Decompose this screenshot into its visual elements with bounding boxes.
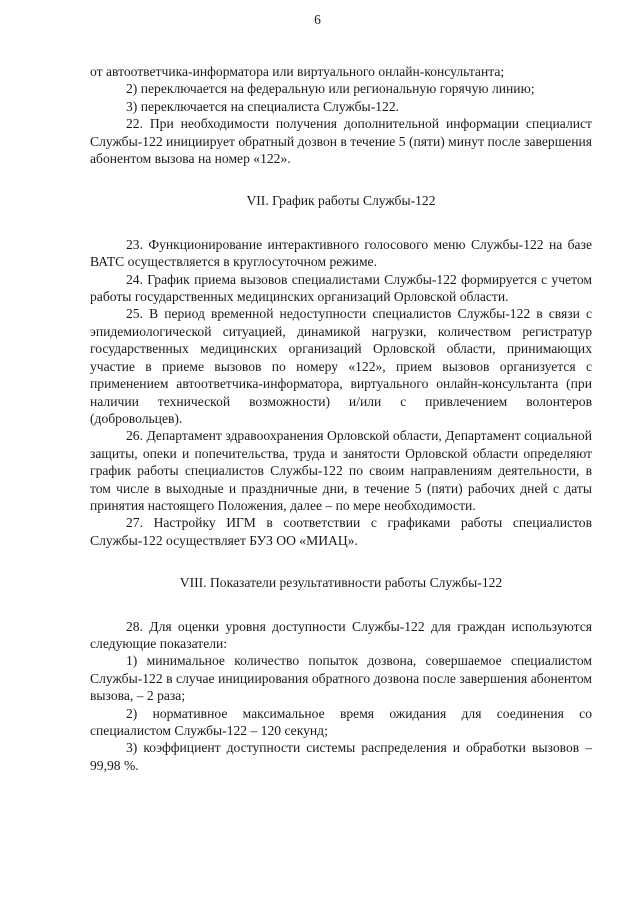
list-item-3: 3) переключается на специалиста Службы-122. (126, 98, 400, 114)
paragraph-22: 22. При необходимости получения дополнительной информации специалист Службы-122 инициирует обратный дозвон в течение 5 (пяти) минут после завершения абонентом вызова на номер «122». (90, 116, 592, 167)
paragraph-28: 28. Для оценки уровня доступности Службы-122 для граждан используются следующие показатели: (90, 618, 592, 651)
section-8-heading: VIII. Показатели результативности работы Службы-122 (179, 575, 503, 591)
indicator-item-3: 3) коэффициент доступности системы распределения и обработки вызовов – 99,98 %. (90, 740, 592, 773)
paragraph-26: 26. Департамент здравоохранения Орловской области, Департамент социальной защиты, опеки и попечительства, труда и занятости Орловской области определяют график работы специалистов Службы-122 по своим направлениям деятельности, в том числе в выходные и праздничные дни, в течение 5 (пяти) рабочих дней с даты принятия настоящего Положения, далее – по мере необходимости. (90, 428, 592, 513)
paragraph-24: 24. График приема вызовов специалистами Службы-122 формируется с учетом работы государственных медицинских организаций Орловской области. (90, 271, 592, 305)
page-number: 6 (314, 12, 321, 27)
indicator-item-1: 1) минимальное количество попыток дозвона, совершаемое специалистом Службы-122 в случае инициирования обратного дозвона после завершения абонентом вызова, – 2 раза; (90, 653, 592, 704)
paragraph-27: 27. Настройку ИГМ в соответствии с графиками работы специалистов Службы-122 осуществляет БУЗ ОО «МИАЦ». (90, 515, 592, 548)
paragraph-continuation: от автоответчика-информатора или виртуального онлайн-консультанта; (90, 64, 505, 79)
paragraph-23: 23. Функционирование интерактивного голосового меню Службы-122 на базе ВАТС осуществляется в круглосуточном режиме. (90, 236, 592, 270)
document-body (90, 63, 592, 774)
list-item-2: 2) переключается на федеральную или региональную горячую линию; (126, 81, 535, 97)
indicator-item-2: 2) нормативное максимальное время ожидания для соединения со специалистом Службы-122 – 120 секунд; (90, 705, 592, 738)
section-7-heading: VII. График работы Службы-122 (246, 193, 436, 209)
paragraph-25: 25. В период временной недоступности специалистов Службы-122 в связи с эпидемиологической ситуацией, динамикой нагрузки, количеством регистратур государственных медицинских организаций Орловской области, принимающих участие в приеме вызовов по номеру «122», прием вызовов организуется с применением автоответчика-информатора, виртуального онлайн-консультанта (при наличии технической возможности) и/или с привлечением волонтеров (добровольцев). (90, 306, 592, 426)
